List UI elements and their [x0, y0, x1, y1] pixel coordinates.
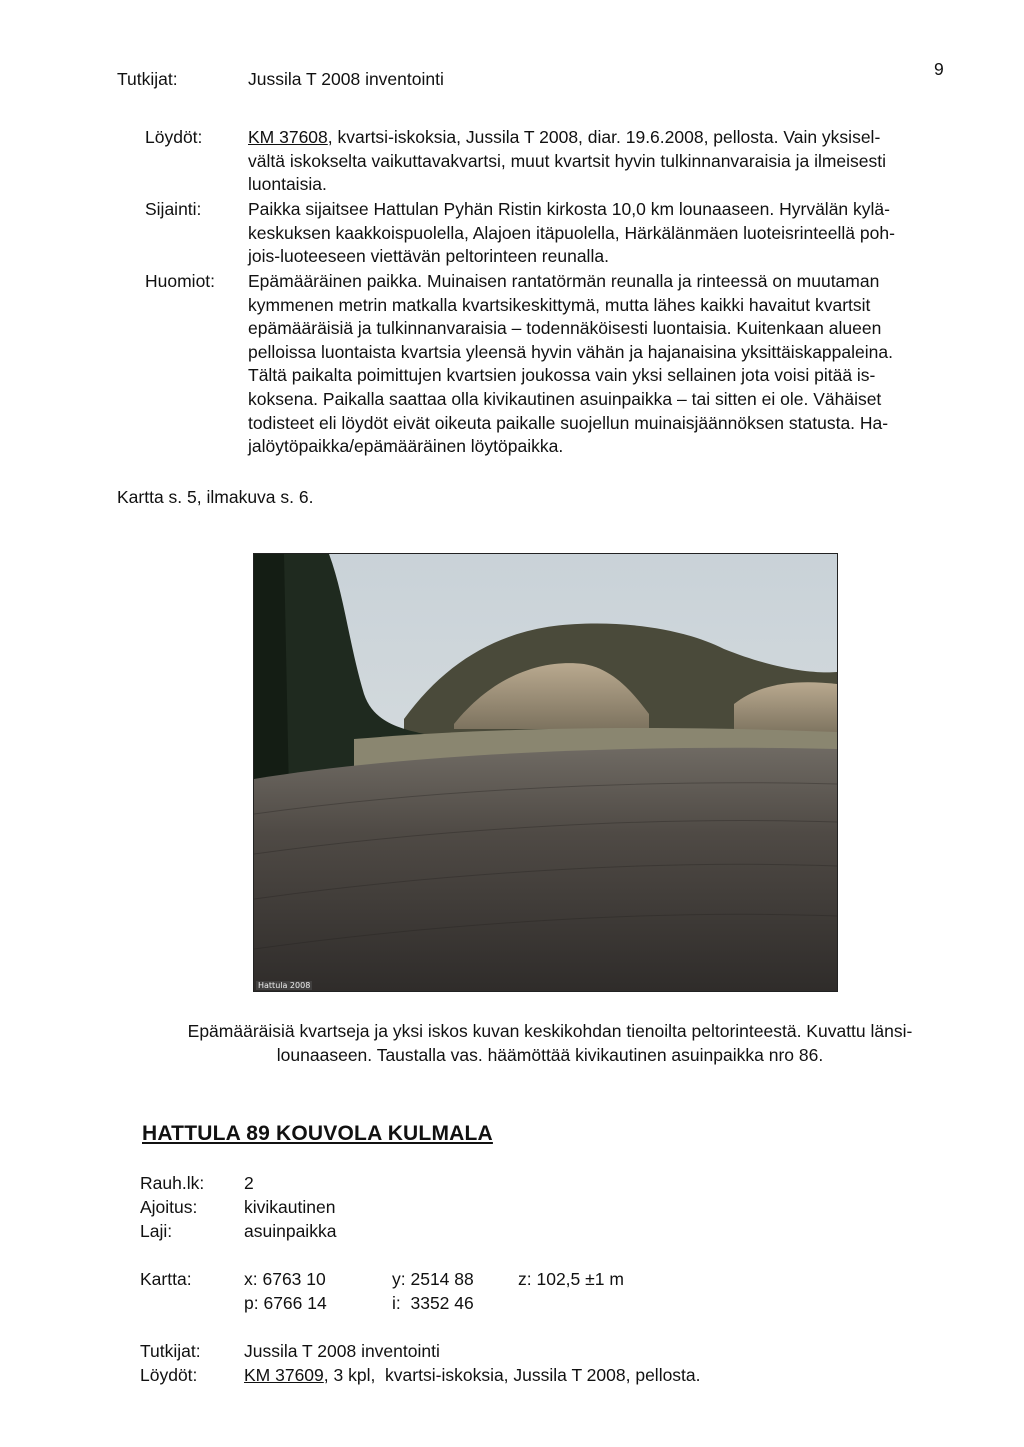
huomiot-line-2: kymmenen metrin matkalla kvartsikeskittymä, mutta lähes kaikki havaitut kvartsit — [248, 294, 871, 315]
sijainti-text — [248, 198, 968, 269]
loydot-rest-89: , 3 kpl, kvartsi-iskoksia, Jussila T 2008, pellosta. — [323, 1365, 701, 1385]
loydot-label-89: Löydöt: — [140, 1365, 198, 1385]
huomiot-line-1: Epämääräinen paikka. Muinaisen rantatörmän reunalla ja rinteessä on muutaman — [248, 271, 880, 291]
rauh-value: 2 — [244, 1173, 254, 1193]
sijainti-line-1: Paikka sijaitsee Hattulan Pyhän Ristin kirkosta 10,0 km lounaaseen. Hyrvälän kylä- — [248, 199, 890, 219]
coord-i: i: 3352 46 — [392, 1293, 474, 1313]
tutkijat-label: Tutkijat: — [117, 69, 178, 89]
find-catalog-number: KM 37608 — [248, 127, 328, 147]
coord-p: p: 6766 14 — [244, 1293, 327, 1313]
caption-line-2: lounaaseen. Taustalla vas. häämöttää kivikautinen asuinpaikka nro 86. — [276, 1044, 824, 1065]
sijainti-line-3: jois-luoteeseen viettävän peltorinteen reunalla. — [248, 246, 609, 267]
huomiot-label: Huomiot: — [145, 271, 216, 291]
loydot-line-1 — [248, 126, 968, 150]
map-reference: Kartta s. 5, ilmakuva s. 6. — [117, 487, 314, 507]
loydot-value-89 — [244, 1364, 701, 1388]
field-photo-illustration — [254, 554, 837, 991]
huomiot-line-5: Tältä paikalta poimittujen kvartsien joukossa vain yksi sellainen jota voisi pitää is- — [248, 365, 876, 386]
section-title: HATTULA 89 KOUVOLA KULMALA — [142, 1122, 493, 1145]
rauh-label: Rauh.lk: — [140, 1173, 205, 1193]
tutkijat-label-89: Tutkijat: — [140, 1341, 201, 1361]
huomiot-line-8: jalöytöpaikka/epämääräinen löytöpaikka. — [248, 436, 564, 457]
laji-value: asuinpaikka — [244, 1221, 337, 1241]
ajoitus-label: Ajoitus: — [140, 1197, 198, 1217]
huomiot-text — [248, 270, 968, 459]
ajoitus-value: kivikautinen — [244, 1197, 336, 1217]
coord-z: z: 102,5 ±1 m — [518, 1269, 624, 1289]
loydot-line-3: luontaisia. — [248, 174, 327, 195]
caption-line-1: Epämääräisiä kvartseja ja yksi iskos kuvan keskikohdan tienoilta peltorinteestä. Kuvattu länsi- — [187, 1021, 913, 1041]
page-number: 9 — [934, 59, 944, 79]
loydot-text — [248, 126, 968, 197]
tutkijat-value-89: Jussila T 2008 inventointi — [244, 1341, 440, 1361]
huomiot-line-6: koksena. Paikalla saattaa olla kivikautinen asuinpaikka – tai sitten ei ole. Vähäiset — [248, 388, 882, 409]
coord-y: y: 2514 88 — [392, 1269, 474, 1289]
sijainti-label: Sijainti: — [145, 199, 202, 219]
photo-watermark: Hattula 2008 — [258, 981, 311, 990]
field-photograph — [253, 553, 838, 992]
huomiot-line-4: pelloissa luontaista kvartsia yleensä hyvin vähän ja hajanaisina yksittäiskappaleina. — [248, 341, 893, 362]
laji-label: Laji: — [140, 1221, 173, 1241]
coord-x: x: 6763 10 — [244, 1269, 326, 1289]
huomiot-line-7: todisteet eli löydöt eivät oikeuta paikalle suojellun muinaisjäännöksen statusta. Ha- — [248, 412, 889, 433]
loydot-label: Löydöt: — [145, 127, 203, 147]
find-catalog-number-89: KM 37609 — [244, 1365, 324, 1385]
loydot-line-2: vältä iskokselta vaikuttavakvartsi, muut kvartsit hyvin tulkinnanvaraisia ja ilmeisesti — [248, 150, 887, 171]
tutkijat-value: Jussila T 2008 inventointi — [248, 69, 444, 89]
loydot-line-1-rest: , kvartsi-iskoksia, Jussila T 2008, diar. 19.6.2008, pellosta. Vain yksisel- — [327, 127, 881, 147]
sijainti-line-2: keskuksen kaakkoispuolella, Alajoen itäpuolella, Härkälänmäen luoteisrinteellä poh- — [248, 222, 895, 243]
kartta-label: Kartta: — [140, 1269, 192, 1289]
huomiot-line-3: epämääräisiä ja tulkinnanvaraisia – todennäköisesti luontaisia. Kuitenkaan alueen — [248, 318, 882, 339]
photo-caption — [150, 1020, 950, 1067]
